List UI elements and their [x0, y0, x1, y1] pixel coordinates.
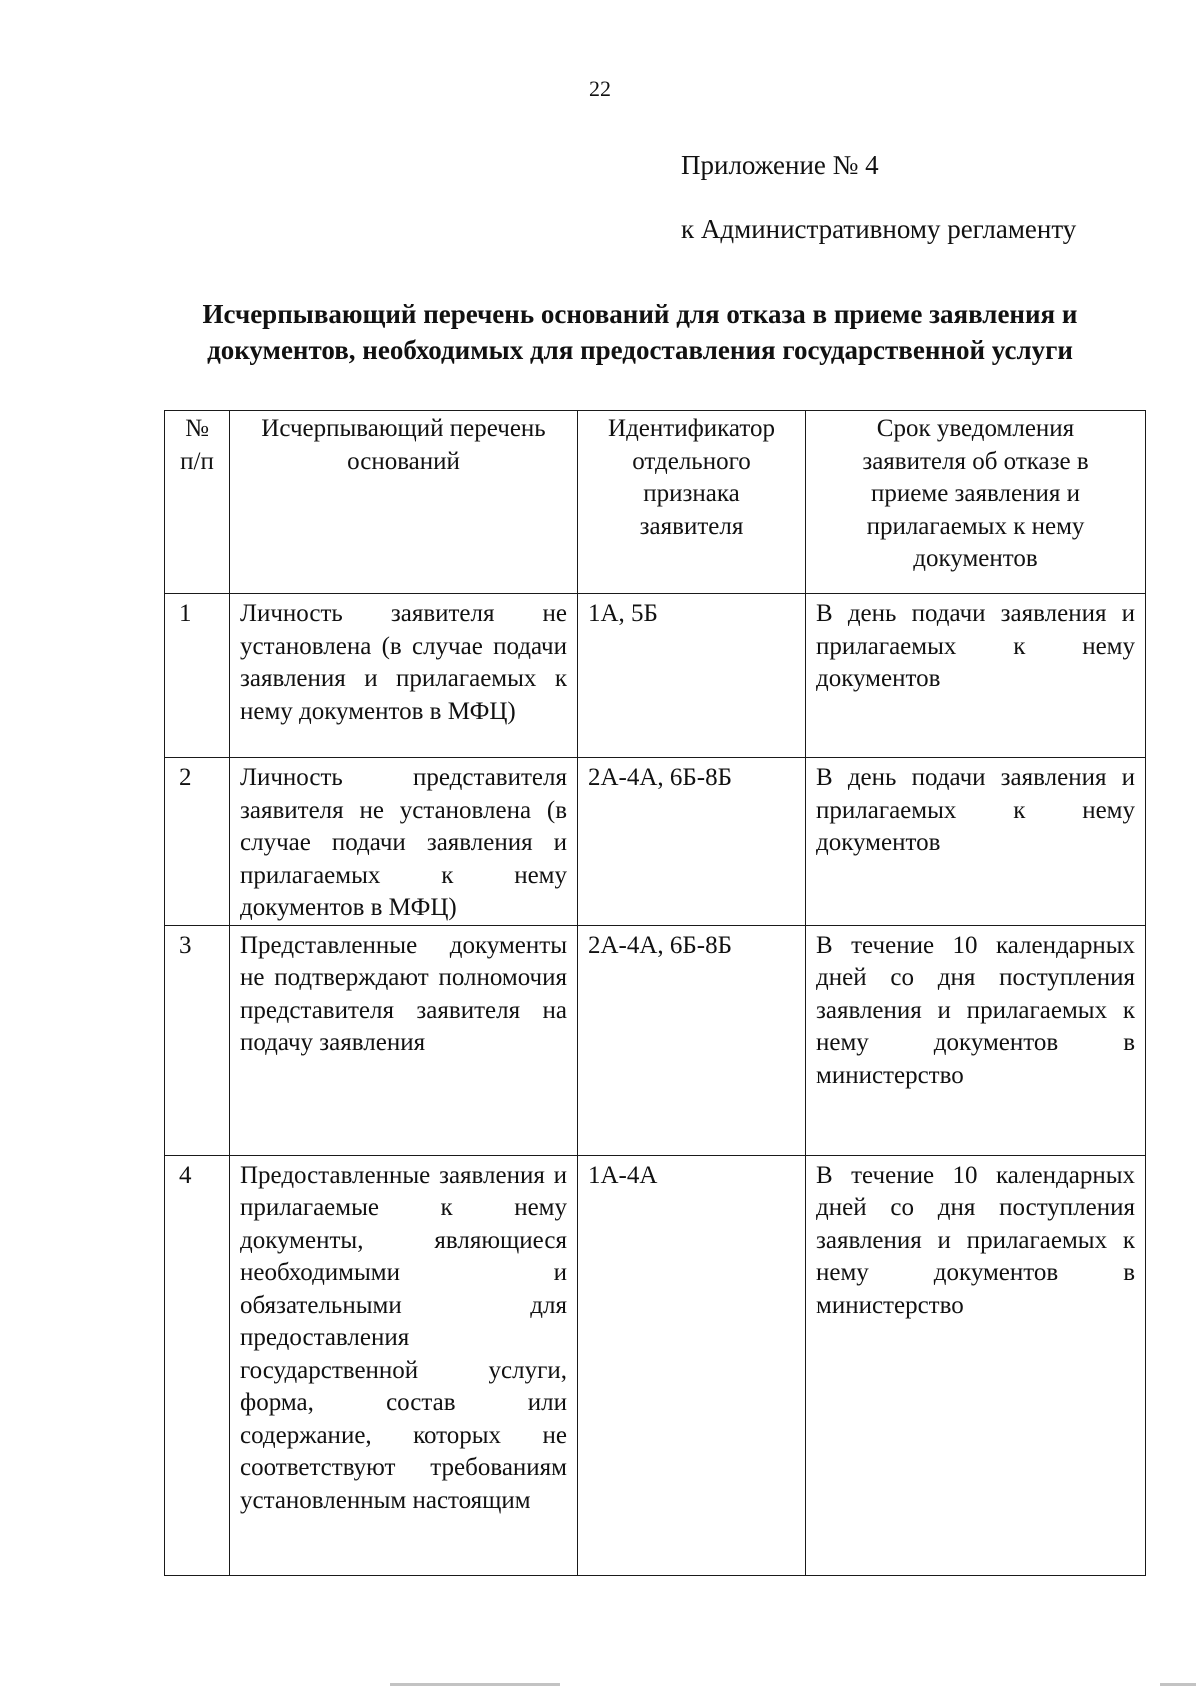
row-identifier: 2А-4А, 6Б-8Б — [578, 925, 806, 1155]
row-identifier: 2А-4А, 6Б-8Б — [578, 758, 806, 926]
document-title: Исчерпывающий перечень оснований для отказа в приеме заявления и документов, необходимых для предоставления государственной услуги — [202, 299, 1078, 365]
header-reasons: Исчерпывающий перечень оснований — [230, 411, 578, 594]
row-number: 3 — [165, 925, 230, 1155]
header-number: № п/п — [165, 411, 230, 594]
table-row — [165, 758, 1146, 926]
row-reason: Представленные документы не подтверждают полномочия представителя заявителя на подачу заявления — [230, 925, 578, 1155]
appendix-reference: к Административному регламенту — [681, 214, 1077, 244]
row-identifier: 1А, 5Б — [578, 594, 806, 758]
header-identifier: Идентификатор отдельного признака заявителя — [578, 411, 806, 594]
table-header-row — [165, 411, 1146, 594]
row-reason: Личность представителя заявителя не установлена (в случае подачи заявления и прилагаемых к нему документов в МФЦ) — [230, 758, 578, 926]
row-notification-term: В течение 10 календарных дней со дня поступления заявления и прилагаемых к нему документов в министерство — [806, 1155, 1146, 1575]
row-number: 2 — [165, 758, 230, 926]
row-number: 4 — [165, 1155, 230, 1575]
row-number: 1 — [165, 594, 230, 758]
row-notification-term: В течение 10 календарных дней со дня поступления заявления и прилагаемых к нему документов в министерство — [806, 925, 1146, 1155]
table-row — [165, 925, 1146, 1155]
table-row — [165, 1155, 1146, 1575]
row-reason: Личность заявителя не установлена (в случае подачи заявления и прилагаемых к нему документов в МФЦ) — [230, 594, 578, 758]
scan-artifact — [1160, 1683, 1196, 1686]
row-notification-term: В день подачи заявления и прилагаемых к нему документов — [806, 758, 1146, 926]
header-notification-term: Срок уведомления заявителя об отказе в приеме заявления и прилагаемых к нему документов — [806, 411, 1146, 594]
scan-artifact — [390, 1683, 560, 1686]
page-number: 22 — [589, 76, 611, 101]
row-identifier: 1А-4А — [578, 1155, 806, 1575]
grounds-table — [164, 410, 1146, 1576]
table-row — [165, 594, 1146, 758]
row-notification-term: В день подачи заявления и прилагаемых к нему документов — [806, 594, 1146, 758]
appendix-heading: Приложение № 4 — [681, 150, 879, 180]
row-reason: Предоставленные заявления и прилагаемые к нему документы, являющиеся необходимыми и обязательными для предоставления государственной услуги, форма, состав или содержание, которых не соответствуют требованиям установленным настоящим — [230, 1155, 578, 1575]
